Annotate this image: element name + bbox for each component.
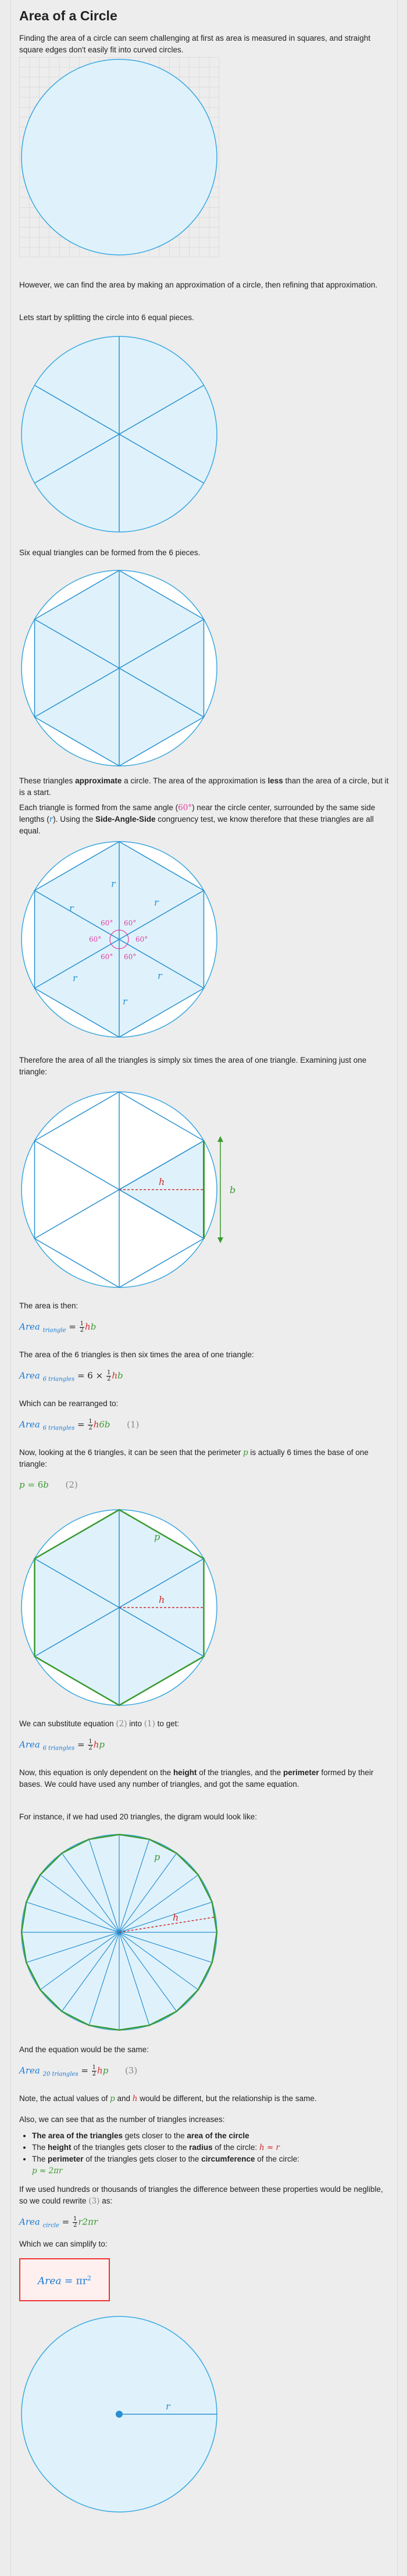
approx-description: These triangles approximate a circle. The area of the approximation is less than the area of a circle, but it is a start. xyxy=(19,776,389,797)
six-triangles-text: Six equal triangles can be formed from the 6 pieces. xyxy=(19,548,201,557)
note-text: Note, the actual values of p and h would be different, but the relationship is the same. xyxy=(19,2094,317,2103)
therefore-text: Therefore the area of all the triangles is simply six times the area of one triangle. Examining just one triangle: xyxy=(19,1056,367,1076)
angle-label: 60° xyxy=(89,935,102,943)
approx-text: However, we can find the area by making an approximation of a circle, then refining that approximation. xyxy=(19,281,378,289)
radius-label: r xyxy=(166,2401,170,2412)
equation-circle: Area $_{circle}$ = $\frac{1}{2}$ r2πr xyxy=(19,2216,98,2229)
rearranged-text: Which can be rearranged to: xyxy=(19,1399,119,1408)
equation-six-b: Area $_{6 triangles}$ = $\frac{1}{2}$ h6b (1) xyxy=(19,1418,140,1432)
radius-label: r xyxy=(154,897,159,908)
height-label: h xyxy=(173,1912,179,1923)
perimeter-text: Now, looking at the 6 triangles, it can be seen that the perimeter p is actually 6 times the base of one triangle: xyxy=(19,1448,369,1468)
angle-label: 60° xyxy=(135,935,148,943)
perimeter-label: p xyxy=(154,1531,160,1542)
hundreds-text: If we used hundreds or thousands of triangles the difference between these properties would be neglible, so we could rewrite (3) as: xyxy=(19,2185,383,2206)
final-formula-box xyxy=(19,2258,110,2301)
grid-circle-diagram xyxy=(19,57,219,257)
perimeter-label: p xyxy=(154,1851,160,1862)
dependent-text: Now, this equation is only dependent on the height of the triangles, and the perimeter formed by their bases. We could have used any number of triangles, and got the same equation. xyxy=(19,1768,374,1789)
base-label: b xyxy=(230,1184,236,1195)
page-title: Area of a Circle xyxy=(19,8,117,23)
same-equation-text: And the equation would be the same: xyxy=(19,2045,149,2054)
radius-label: r xyxy=(73,973,77,984)
equation-six-a: Area $_{6 triangles}$ = 6 × $\frac{1}{2}$ hb xyxy=(19,1369,123,1383)
content-column xyxy=(10,0,398,2576)
split-text: Lets start by splitting the circle into 6 equal pieces. xyxy=(19,313,194,322)
properties-list xyxy=(19,2130,392,2177)
page xyxy=(10,0,397,2576)
angle-label: 60° xyxy=(124,919,137,927)
equation-hp: Area $_{6 triangles}$ = $\frac{1}{2}$ hp xyxy=(19,1738,105,1752)
equation-triangle: Area $_{triangle}$ = $\frac{1}{2}$ hb xyxy=(19,1321,97,1334)
intro-text: Finding the area of a circle can seem challenging at first as area is measured in squares, and straight square edges don't easily fit into curved circles. xyxy=(19,34,371,54)
height-label: h xyxy=(159,1594,165,1605)
radius-label: r xyxy=(69,903,74,914)
angles-diagram xyxy=(19,839,219,1039)
twenty-triangles-diagram xyxy=(19,1832,219,2032)
radius-circle-diagram xyxy=(19,2314,219,2514)
list-item: • The height of the triangles gets closer to the radius of the circle: h ≈ r xyxy=(32,2142,392,2153)
hexagon-diagram xyxy=(19,568,219,768)
area-is-text: The area is then: xyxy=(19,1301,78,1310)
equation-twenty: Area $_{20 triangles}$ = $\frac{1}{2}$ hp (3) xyxy=(19,2064,138,2078)
radius-label: r xyxy=(158,970,162,981)
equation-perimeter: p = 6b (2) xyxy=(19,1479,78,1490)
angle-label: 60° xyxy=(124,953,137,961)
circle-shape xyxy=(22,59,217,255)
list-item: • The area of the triangles gets closer to the area of the circle xyxy=(32,2130,392,2142)
radius-label: r xyxy=(123,996,127,1007)
list-item: • The perimeter of the triangles gets closer to the circumference of the circle: p ≈ 2πr xyxy=(32,2153,392,2177)
angle-label: 60° xyxy=(101,953,113,961)
angle-label: 60° xyxy=(101,919,113,927)
twenty-text: For instance, if we had used 20 triangles, the digram would look like: xyxy=(19,1812,257,1821)
each-triangle-text: Each triangle is formed from the same angle (60°) near the circle center, surrounded by the same side lengths (r). Using the Side-Angle-Side congruency test, we know therefore that these triangles are all equal. xyxy=(19,803,376,835)
simplify-text: Which we can simplify to: xyxy=(19,2240,108,2248)
radius-label: r xyxy=(111,878,116,889)
six-sectors-diagram xyxy=(19,334,219,534)
increases-text: Also, we can see that as the number of triangles increases: xyxy=(19,2115,225,2124)
area-six-text: The area of the 6 triangles is then six times the area of one triangle: xyxy=(19,1350,254,1359)
substitute-text: We can substitute equation (2) into (1) to get: xyxy=(19,1719,180,1729)
perimeter-diagram xyxy=(19,1507,219,1708)
final-formula: Area = $\pi r^2$ xyxy=(38,2275,91,2287)
single-triangle-diagram xyxy=(19,1090,275,1290)
height-label: h xyxy=(159,1176,165,1187)
